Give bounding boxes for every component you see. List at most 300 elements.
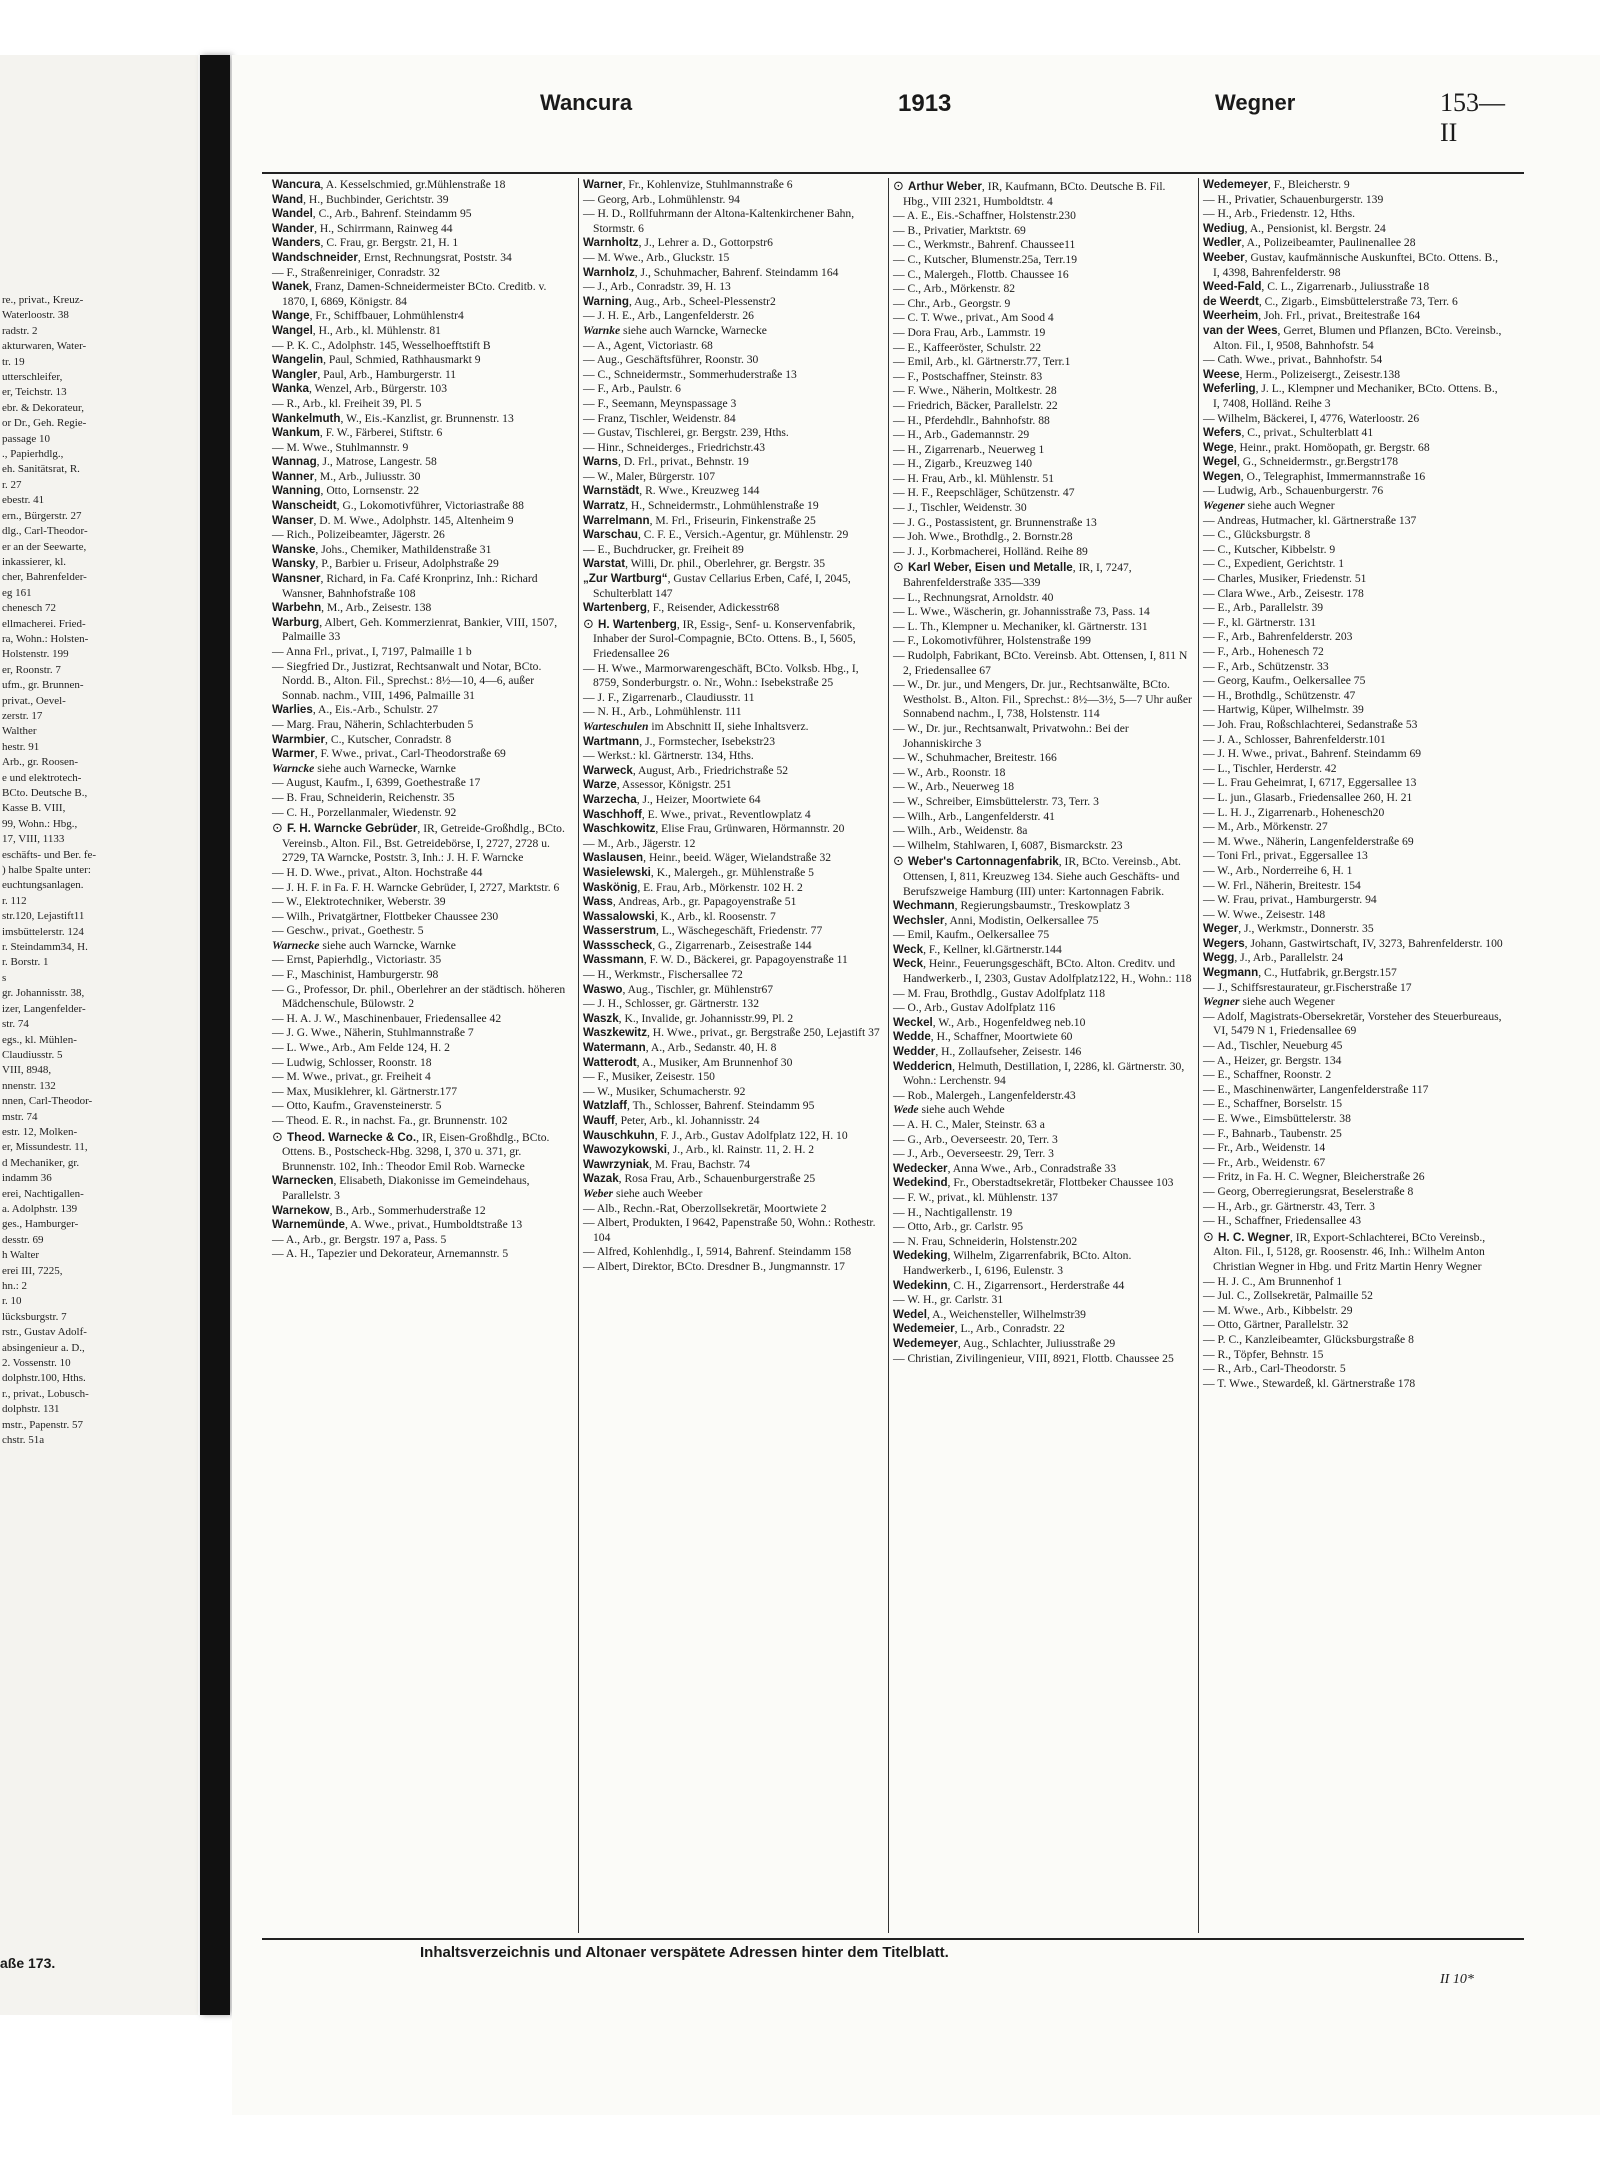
- directory-entry: [583, 910, 884, 925]
- entry-details: — W., Dr. jur., und Mengers, Dr. jur., Rechtsanwälte, BCto. Westholst. B., Alton. Fil., Sprechst.: 8½—3½, 5—7 Uhr außer Sonnabend nachm., I, 738, Holstenstr. 114: [893, 678, 1192, 721]
- entry-name: Wangelin: [272, 353, 324, 367]
- entry-details: , Aug., Schlachter, Juliusstraße 29: [957, 1336, 1116, 1350]
- facing-page-line: izer, Langenfelder-: [2, 1002, 86, 1015]
- entry-details: — T. Wwe., Stewardeß, kl. Gärtnerstraße 178: [1203, 1376, 1416, 1390]
- facing-page-line: ellmacherei. Fried-: [2, 617, 86, 630]
- directory-entry: [1203, 236, 1504, 251]
- entry-details: — F., Arb., Hohenesch 72: [1203, 645, 1324, 658]
- entry-details: — A., Agent, Victoriastr. 68: [583, 338, 713, 352]
- directory-entry: [893, 1337, 1194, 1352]
- entry-details: , Wilhelm, Zigarrenfabrik, BCto. Alton. Handwerkerb., I, 6196, Eulenstr. 3: [903, 1249, 1132, 1277]
- facing-page-line: e und elektrotech-: [2, 771, 82, 784]
- entry-details: — J. H. Wwe., privat., Bahrenf. Steindamm 69: [1203, 747, 1422, 761]
- directory-entry: [893, 399, 1194, 414]
- directory-entry: [583, 778, 884, 793]
- entry-details: , J., Lehrer a. D., Gottorpstr6: [638, 236, 773, 250]
- entry-name: Wedeking: [893, 1249, 948, 1263]
- entry-name: Wazak: [583, 1172, 619, 1186]
- directory-entry: [272, 193, 574, 208]
- directory-entry: [583, 953, 884, 968]
- entry-details: — W., Maler, Bürgerstr. 107: [583, 469, 715, 483]
- directory-entry: [272, 747, 574, 762]
- entry-name: Karl Weber, Eisen und Metalle: [908, 561, 1073, 575]
- entry-details: — Dora Frau, Arb., Lammstr. 19: [893, 325, 1046, 339]
- directory-entry: [272, 1085, 574, 1100]
- entry-name: Wanek: [272, 280, 309, 294]
- entry-details: , Aug., Tischler, gr. Mühlenstr67: [622, 982, 774, 996]
- directory-entry: [272, 222, 574, 237]
- entry-details: , C. L., Zigarrenarb., Juliusstraße 18: [1261, 280, 1430, 294]
- directory-entry: [272, 426, 574, 441]
- directory-entry: [1203, 703, 1504, 718]
- facing-page-line: ges., Hamburger-: [2, 1218, 79, 1231]
- directory-entry: [893, 341, 1194, 356]
- directory-entry: [1203, 806, 1504, 821]
- entry-details: — F., Straßenreiniger, Conradstr. 32: [272, 265, 440, 279]
- column-1: [268, 178, 578, 1933]
- directory-entry: [893, 268, 1194, 283]
- entry-name: Wedekind: [893, 1176, 948, 1190]
- entry-details: — J. G. Wwe., Näherin, Stuhlmannstraße 7: [272, 1026, 474, 1040]
- entry-details: — A. H., Tapezier und Dekorateur, Arnemannstr. 5: [272, 1247, 509, 1261]
- directory-entry: [1203, 251, 1504, 280]
- directory-entry: [272, 266, 574, 281]
- facing-page-line: chenesch 72: [2, 602, 57, 615]
- directory-entry: [583, 895, 884, 910]
- entry-name: Wauschkuhn: [583, 1128, 655, 1142]
- directory-entry: [1203, 309, 1504, 324]
- entry-details: , F. Wwe., privat., Carl-Theodorstraße 69: [314, 747, 506, 761]
- entry-details: — G., Arb., Oeverseestr. 20, Terr. 3: [893, 1132, 1058, 1146]
- directory-entry: [893, 443, 1194, 458]
- directory-entry: [1203, 922, 1504, 937]
- directory-entry: [893, 428, 1194, 443]
- entry-details: — H. Wwe., Marmorwarengeschäft, BCto. Volksb. Hbg., I, 8759, Sonderburgstr. o. Nr., Wohn.: Isebekstraße 25: [583, 661, 859, 690]
- directory-entry: [893, 1016, 1194, 1031]
- directory-entry: [272, 703, 574, 718]
- entry-details: — Rich., Polizeibeamter, Jägerstr. 26: [272, 528, 445, 542]
- firm-marker-icon: ⊙: [272, 1129, 288, 1145]
- directory-entry: [583, 426, 884, 441]
- entry-details: — E., Maschinenwärter, Langenfelderstraße 117: [1203, 1082, 1429, 1096]
- facing-page-line: er an der Seewarte,: [2, 540, 87, 553]
- entry-name: Waslausen: [583, 851, 644, 865]
- entry-details: , O., Telegraphist, Immermannstraße 16: [1240, 469, 1426, 483]
- entry-name: Wansner: [272, 572, 321, 586]
- entry-details: — C. H., Porzellanmaler, Wiedenstr. 92: [272, 805, 457, 819]
- entry-details: — Joh. Frau, Roßschlachterei, Sedanstraße 53: [1203, 717, 1418, 731]
- directory-entry: [893, 620, 1194, 635]
- directory-entry: [1203, 528, 1504, 543]
- directory-entry: [1203, 630, 1504, 645]
- firm-entry: [583, 618, 884, 662]
- directory-entry: [1203, 368, 1504, 383]
- entry-details: — Werkst.: kl. Gärtnerstr. 134, Hths.: [583, 749, 754, 763]
- facing-page-line: dlg., Carl-Theodor-: [2, 525, 88, 538]
- entry-details: — Georg, Kaufm., Oelkersallee 75: [1203, 674, 1366, 688]
- entry-details: , H., Zollaufseher, Zeisestr. 146: [935, 1045, 1082, 1059]
- entry-details: , H., Buchbinder, Gerichtstr. 39: [303, 192, 449, 206]
- entry-details: — Andreas, Hutmacher, kl. Gärtnerstraße 137: [1203, 513, 1417, 527]
- directory-entry: [1203, 893, 1504, 908]
- entry-details: , D. M. Wwe., Adolphstr. 145, Altenheim 9: [313, 513, 514, 527]
- entry-details: — J. H., Schlosser, gr. Gärtnerstr. 132: [583, 997, 759, 1011]
- entry-details: — C., Werkmstr., Bahrenf. Chaussee11: [893, 238, 1076, 252]
- facing-page-line: eh. Sanitätsrat, R.: [2, 463, 80, 476]
- facing-page-line: re., privat., Kreuz-: [2, 294, 84, 306]
- entry-details: — M. Wwe., Arb., Gluckstr. 15: [583, 250, 730, 264]
- directory-entry: [893, 224, 1194, 239]
- directory-entry: [272, 514, 574, 529]
- cross-reference-entry: [583, 720, 884, 735]
- entry-name: Warnecken: [272, 1174, 334, 1188]
- entry-name: Wancura: [272, 178, 321, 191]
- entry-details: , Gustav Cellarius Erben, Café, I, 2045, Schulterblatt 147: [593, 572, 851, 600]
- entry-details: — C., Arb., Mörkenstr. 82: [893, 282, 1016, 296]
- entry-details: — W., Musiker, Schumacherstr. 92: [583, 1084, 746, 1098]
- entry-details: — H., Schaffner, Friedensallee 43: [1203, 1214, 1362, 1228]
- column-3: [888, 178, 1198, 1933]
- entry-details: , Otto, Lornsenstr. 22: [320, 484, 420, 498]
- entry-details: — J. F., Zigarrenarb., Claudiusstr. 11: [583, 690, 755, 704]
- entry-name: Warbehn: [272, 601, 322, 615]
- entry-details: , H., Arb., kl. Mühlenstr. 81: [312, 323, 441, 337]
- facing-page-line: ., Papierhdlg.,: [2, 448, 64, 461]
- column-4: [1198, 178, 1508, 1933]
- directory-entry: [1203, 514, 1504, 529]
- entry-details: — L. Wwe., Arb., Am Felde 124, H. 2: [272, 1041, 450, 1055]
- entry-details: — E., Schaffner, Borselstr. 15: [1203, 1097, 1343, 1111]
- entry-details: , M. Frau, Bachstr. 74: [648, 1157, 751, 1171]
- directory-entry: [1203, 718, 1504, 733]
- directory-entry: [1203, 1362, 1504, 1377]
- directory-entry: [1203, 616, 1504, 631]
- facing-page-line: hestr. 91: [2, 740, 40, 753]
- entry-details: — F., Musiker, Zeisestr. 150: [583, 1070, 715, 1084]
- entry-name: Wedemeyer: [893, 1336, 958, 1350]
- entry-details: — W., Arb., Neuerweg 18: [893, 780, 1015, 794]
- entry-details: , Wenzel, Arb., Bürgerstr. 103: [308, 382, 448, 396]
- directory-entry: [272, 236, 574, 251]
- entry-details: — H. Frau, Arb., kl. Mühlenstr. 51: [893, 471, 1055, 485]
- entry-name: Wegner: [1203, 995, 1240, 1009]
- directory-entry: [272, 324, 574, 339]
- entry-details: , C., privat., Schulterblatt 41: [1241, 426, 1374, 440]
- cross-reference-entry: [272, 939, 574, 954]
- directory-entry: [1203, 295, 1504, 310]
- directory-entry: [583, 601, 884, 616]
- entry-name: Warze: [583, 778, 617, 792]
- directory-entry: [893, 1089, 1194, 1104]
- entry-details: , H., Schneidermstr., Lohmühlenstraße 19: [625, 499, 819, 513]
- entry-details: — August, Kaufm., I, 6399, Goethestraße 17: [272, 776, 481, 790]
- facing-page-line: erei, Nachtigallen-: [2, 1187, 84, 1200]
- entry-details: — W., Schreiber, Eimsbüttelerstr. 73, Terr. 3: [893, 794, 1099, 808]
- entry-details: siehe auch Warnecke, Warnke: [314, 761, 456, 775]
- directory-entry: [583, 851, 884, 866]
- entry-details: — Toni Frl., privat., Eggersallee 13: [1203, 849, 1368, 863]
- entry-name: Warnstädt: [583, 484, 640, 498]
- directory-entry: [272, 412, 574, 427]
- entry-details: — Hartwig, Küper, Wilhelmstr. 39: [1203, 703, 1364, 717]
- facing-page-line: Claudiusstr. 5: [2, 1048, 63, 1061]
- entry-details: — Friedrich, Bäcker, Parallelstr. 22: [893, 398, 1058, 412]
- entry-name: Wechsler: [893, 913, 945, 927]
- entry-details: — M. Frau, Brothdlg., Gustav Adolfplatz 118: [893, 986, 1106, 1000]
- directory-entry: [272, 382, 574, 397]
- directory-entry: [893, 1352, 1194, 1367]
- entry-details: — C., Schneidermstr., Sommerhuderstraße 13: [583, 367, 797, 381]
- entry-name: Warzecha: [583, 792, 637, 806]
- entry-name: Wander: [272, 221, 315, 235]
- entry-details: — H., Arb., gr. Gärtnerstr. 43, Terr. 3: [1203, 1199, 1375, 1213]
- entry-name: Wangel: [272, 323, 313, 337]
- directory-entry: [893, 297, 1194, 312]
- entry-details: — Albert, Direktor, BCto. Dresdner B., Jungmannstr. 17: [583, 1259, 845, 1273]
- facing-page-line: utterschleifer,: [2, 371, 63, 384]
- entry-name: Wartenberg: [583, 601, 647, 615]
- directory-entry: [272, 1247, 574, 1262]
- entry-name: Waskönig: [583, 880, 638, 894]
- directory-entry: [893, 824, 1194, 839]
- directory-entry: [1203, 674, 1504, 689]
- directory-entry: [583, 543, 884, 558]
- directory-entry: [1203, 1097, 1504, 1112]
- directory-entry: [893, 1176, 1194, 1191]
- cross-reference-entry: [1203, 995, 1504, 1010]
- directory-entry: [1203, 1348, 1504, 1363]
- entry-details: — Franz, Tischler, Weidenstr. 84: [583, 411, 736, 425]
- directory-entry: [583, 793, 884, 808]
- entry-name: Wanner: [272, 469, 315, 483]
- directory-entry: [1203, 601, 1504, 616]
- directory-entry: [893, 1162, 1194, 1177]
- entry-details: — Rudolph, Fabrikant, BCto. Vereinsb. Abt. Ottensen, I, 811 N 2, Friedensallee 67: [893, 649, 1188, 677]
- directory-entry: [893, 530, 1194, 545]
- directory-entry: [583, 1012, 884, 1027]
- facing-page-line: ufm., gr. Brunnen-: [2, 679, 84, 692]
- entry-details: — F., Maschinist, Hamburgerstr. 98: [272, 968, 439, 982]
- directory-entry: [583, 514, 884, 529]
- entry-details: — H., Arb., Friedenstr. 12, Hths.: [1203, 207, 1356, 221]
- entry-details: , C., Kutscher, Conradstr. 8: [325, 732, 452, 746]
- entry-name: „Zur Wartburg“: [583, 572, 668, 586]
- entry-details: , G., Zigarrenarb., Zeisestraße 144: [652, 938, 812, 952]
- entry-details: siehe auch Wegner: [1244, 499, 1335, 513]
- entry-details: , C., Arb., Bahrenf. Steindamm 95: [312, 207, 472, 221]
- directory-entry: [893, 472, 1194, 487]
- directory-entry: [272, 866, 574, 881]
- entry-details: , H. Wwe., privat., gr. Bergstraße 250, Lejastift 37: [647, 1026, 880, 1040]
- directory-entry: [893, 1001, 1194, 1016]
- facing-page-line: er, Roonstr. 7: [2, 663, 61, 676]
- facing-page-line: inkassierer, kl.: [2, 555, 67, 568]
- entry-details: — Christian, Zivilingenieur, VIII, 8921, Flottb. Chaussee 25: [893, 1351, 1174, 1365]
- entry-details: — W., Schuhmacher, Breitestr. 166: [893, 751, 1057, 765]
- footer-notice: Inhaltsverzeichnis und Altonaer verspätete Adressen hinter dem Titelblatt.: [420, 1944, 949, 1961]
- entry-name: Wawrzyniak: [583, 1157, 649, 1171]
- directory-entry: [272, 601, 574, 616]
- facing-page-line: h Walter: [2, 1249, 40, 1262]
- entry-details: — L. Wwe., Wäscherin, gr. Johannisstraße 73, Pass. 14: [893, 605, 1150, 619]
- entry-details: — Marg. Frau, Näherin, Schlachterbuden 5: [272, 717, 474, 731]
- entry-details: , F., Reisender, Adickesstr68: [647, 601, 780, 615]
- entry-details: — Charles, Musiker, Friedenstr. 51: [1203, 572, 1367, 586]
- entry-name: Wankum: [272, 426, 320, 440]
- facing-page-line: dolphstr.100, Hths.: [2, 1372, 86, 1385]
- entry-details: , Gerret, Blumen und Pflanzen, BCto. Vereinsb., Alton. Fil., I, 9508, Bahnhofstr. 54: [1213, 323, 1502, 352]
- entry-details: — L. H. J., Zigarrenarb., Hohenesch20: [1203, 805, 1385, 819]
- entry-details: , W., Arb., Hogenfeldweg neb.10: [932, 1015, 1086, 1029]
- directory-entry: [1203, 324, 1504, 353]
- entry-details: , C. F. E., Versich.-Agentur, gr. Mühlenstr. 29: [637, 528, 849, 542]
- entry-details: — W. H., gr. Carlstr. 31: [893, 1293, 1004, 1307]
- directory-entry: [583, 441, 884, 456]
- entry-name: de Weerdt: [1203, 294, 1259, 308]
- entry-details: , Assessor, Königstr. 251: [616, 778, 732, 792]
- entry-details: — G., Professor, Dr. phil., Oberlehrer an der städtisch. höheren Mädchenschule, Bülowstr. 2: [272, 982, 566, 1011]
- entry-name: Wedemeyer: [1203, 178, 1268, 191]
- entry-details: — E., Arb., Parallelstr. 39: [1203, 601, 1324, 615]
- directory-entry: [893, 238, 1194, 253]
- directory-entry: [272, 806, 574, 821]
- entry-details: , R. Wwe., Kreuzweg 144: [639, 484, 760, 498]
- directory-entry: [583, 691, 884, 706]
- entry-details: — Fr., Arb., Weidenstr. 14: [1203, 1141, 1326, 1155]
- directory-entry: [893, 1060, 1194, 1089]
- directory-entry: [1203, 689, 1504, 704]
- entry-details: , A., Eis.-Arb., Schulstr. 27: [312, 703, 439, 717]
- directory-entry: [1203, 951, 1504, 966]
- directory-entry: [583, 193, 884, 208]
- entry-details: — F., Lokomotivführer, Holstenstraße 199: [893, 634, 1091, 648]
- entry-details: — M. Wwe., privat., gr. Freiheit 4: [272, 1070, 431, 1084]
- directory-entry: [583, 455, 884, 470]
- entry-name: Warnholtz: [583, 236, 639, 250]
- entry-details: , J., Werkmstr., Donnerstr. 35: [1238, 922, 1374, 936]
- facing-page-line: ra, Wohn.: Holsten-: [2, 632, 89, 645]
- entry-details: — F. Wwe., Näherin, Moltkestr. 28: [893, 384, 1057, 398]
- facing-page-line: ebr. & Dekorateur,: [2, 401, 85, 414]
- directory-entry: [893, 928, 1194, 943]
- entry-details: — A., Arb., gr. Bergstr. 197 a, Pass. 5: [272, 1232, 447, 1246]
- entry-details: — R., Töpfer, Behnstr. 15: [1203, 1347, 1324, 1361]
- entry-name: Wedekinn: [893, 1278, 948, 1292]
- directory-entry: [1203, 1333, 1504, 1348]
- entry-details: , Rosa Frau, Arb., Schauenburgerstraße 25: [618, 1172, 816, 1186]
- entry-name: Wede: [893, 1103, 919, 1117]
- cross-reference-entry: [893, 1103, 1194, 1118]
- entry-details: — C., Glücksburgstr. 8: [1203, 528, 1311, 542]
- entry-details: — F., Arb., Paulstr. 6: [583, 382, 681, 396]
- directory-entry: [583, 705, 884, 720]
- entry-name: Warnholz: [583, 265, 635, 279]
- directory-entry: [272, 881, 574, 896]
- directory-entry: [583, 866, 884, 881]
- facing-page-line: akturwaren, Water-: [2, 340, 87, 353]
- facing-page-line: Waterloostr. 38: [2, 309, 69, 322]
- entry-details: — J. G., Postassistent, gr. Brunnenstraße 13: [893, 515, 1097, 529]
- printer-signature: II 10*: [1440, 1972, 1474, 1987]
- directory-entry: [272, 543, 574, 558]
- facing-page-fragment: [0, 55, 198, 2015]
- directory-entry: [1203, 412, 1504, 427]
- directory-entry: [583, 1216, 884, 1245]
- directory-entry: [583, 968, 884, 983]
- directory-entry: [583, 266, 884, 281]
- directory-entry: [583, 1202, 884, 1217]
- directory-entry: [893, 282, 1194, 297]
- entry-name: Wand: [272, 192, 304, 206]
- entry-details: , G., Lokomotivführer, Victoriastraße 88: [336, 499, 524, 513]
- entry-details: , August, Arb., Friedrichstraße 52: [632, 763, 789, 777]
- entry-details: , Elise Frau, Grünwaren, Hörmannstr. 20: [655, 822, 845, 836]
- directory-entry: [1203, 908, 1504, 923]
- directory-entry: [893, 311, 1194, 326]
- entry-name: Warteschulen: [583, 719, 649, 733]
- entry-details: — J., Arb., Oeverseestr. 29, Terr. 3: [893, 1147, 1054, 1161]
- facing-page-line: Arb., gr. Roosen-: [2, 756, 79, 769]
- directory-entry: [1203, 981, 1504, 996]
- entry-details: — Rob., Malergeh., Langenfelderstr.43: [893, 1088, 1076, 1102]
- directory-entry: [272, 1041, 574, 1056]
- directory-entry: [1203, 660, 1504, 675]
- entry-details: — F., Arb., Schützenstr. 33: [1203, 659, 1329, 673]
- entry-details: — M., Arb., Mörkenstr. 27: [1203, 820, 1328, 834]
- entry-name: Wasserstrum: [583, 924, 657, 938]
- directory-entry: [272, 1099, 574, 1114]
- entry-details: — L. Th., Klempner u. Mechaniker, kl. Gärtnerstr. 131: [893, 619, 1148, 633]
- facing-page-line: desstr. 69: [2, 1233, 44, 1246]
- entry-details: , K., Invalide, gr. Johannisstr.99, Pl. 2: [618, 1011, 794, 1025]
- entry-name: Warmbier: [272, 732, 326, 746]
- entry-name: Warner: [583, 178, 623, 191]
- directory-entry: [1203, 557, 1504, 572]
- entry-name: Wassscheck: [583, 938, 653, 952]
- entry-details: — Fritz, in Fa. H. C. Wegner, Bleicherstraße 26: [1203, 1170, 1425, 1184]
- entry-details: — Wilhelm, Stahlwaren, I, 6087, Bismarckstr. 23: [893, 838, 1123, 852]
- facing-page-line: eg 161: [2, 586, 32, 599]
- directory-entry: [272, 207, 574, 222]
- entry-details: — Fr., Arb., Weidenstr. 67: [1203, 1155, 1326, 1169]
- facing-page-line: privat., Oevel-: [2, 694, 66, 707]
- entry-details: — F. W., privat., kl. Mühlenstr. 137: [893, 1190, 1058, 1204]
- entry-name: Wegers: [1203, 936, 1245, 950]
- facing-page-line: VIII, 8948,: [2, 1064, 52, 1077]
- directory-entry: [583, 368, 884, 383]
- entry-name: Warning: [583, 294, 629, 308]
- directory-entry: [1203, 1127, 1504, 1142]
- entry-details: — Alfred, Kohlenhdlg., I, 5914, Bahrenf. Steindamm 158: [583, 1245, 852, 1259]
- directory-entry: [1203, 1112, 1504, 1127]
- entry-details: , M., Arb., Juliusstr. 30: [314, 469, 421, 483]
- facing-page-line: er, Missundestr. 11,: [2, 1141, 88, 1154]
- entry-name: Wanka: [272, 382, 309, 396]
- facing-page-line: erei III, 7225,: [2, 1264, 63, 1277]
- directory-entry: [583, 353, 884, 368]
- directory-entry: [1203, 1170, 1504, 1185]
- entry-name: Wandschneider: [272, 250, 358, 264]
- facing-page-line: ebestr. 41: [2, 494, 45, 507]
- directory-entry: [893, 253, 1194, 268]
- entry-details: , J., Arb., kl. Rainstr. 11, 2. H. 2: [666, 1143, 815, 1157]
- cross-reference-entry: [583, 1187, 884, 1202]
- entry-name: Waswo: [583, 982, 623, 996]
- facing-page-line: eschäfts- und Ber. fe-: [2, 848, 97, 861]
- entry-details: — C., Kutscher, Kibbelstr. 9: [1203, 542, 1336, 556]
- directory-entry: [272, 353, 574, 368]
- directory-entry: [1203, 1010, 1504, 1039]
